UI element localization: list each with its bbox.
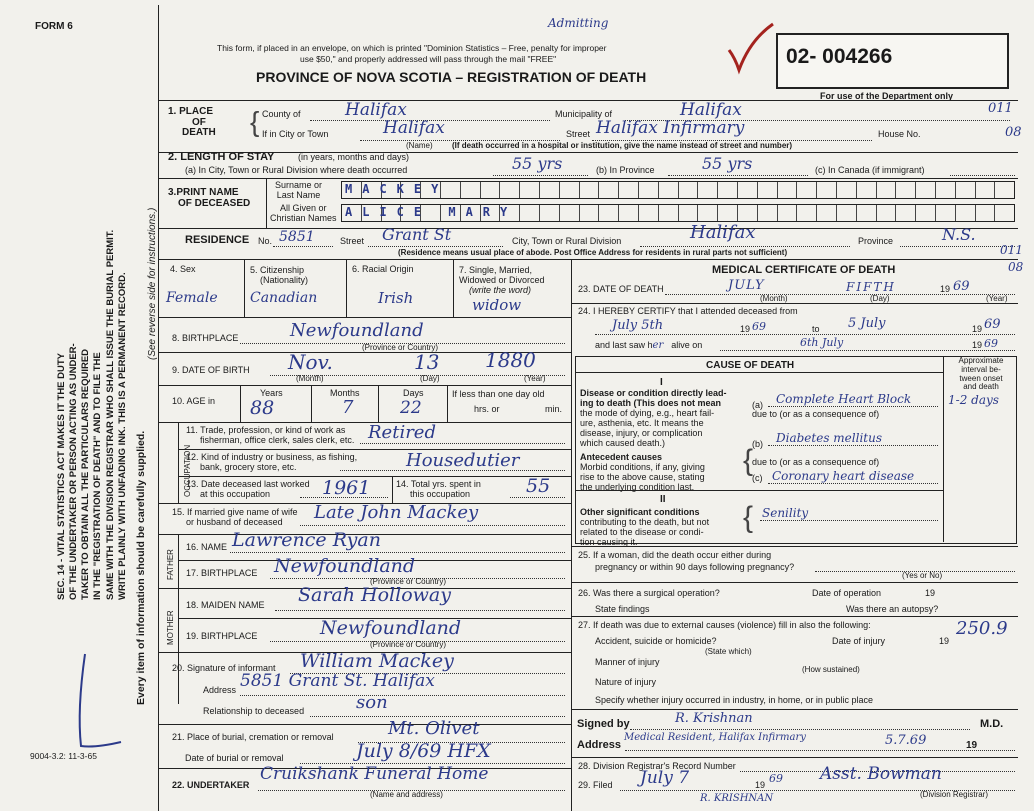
q16-label: 16. NAME: [186, 542, 228, 552]
attended-to: 5 July: [848, 316, 886, 331]
q12-label: 12. Kind of industry or business, as fishing, bank, grocery store, etc.: [186, 452, 358, 473]
q25-label-1: 25. If a woman, did the death occur either during: [578, 550, 772, 560]
dob-year-hint: (Year): [524, 374, 546, 383]
roman-one: I: [660, 377, 663, 388]
relationship-value: son: [356, 692, 388, 713]
residence-no: 5851: [279, 229, 315, 245]
q18-label: 18. MAIDEN NAME: [186, 600, 265, 610]
sex-value: Female: [166, 290, 218, 306]
marital-value: widow: [472, 296, 522, 314]
code-08-second: 08: [1008, 260, 1024, 274]
death-month-hint: (Month): [760, 294, 788, 303]
dob-day: 13: [414, 350, 440, 374]
cause-b-label: (b): [752, 439, 763, 449]
yes-no-hint: (Yes or No): [902, 571, 943, 580]
admitting-note: Admitting: [548, 16, 609, 30]
instructions-vertical-8: (See reverse side for instructions.): [147, 207, 158, 360]
city-value: Halifax: [383, 118, 445, 138]
q17-hint: (Province or Country): [370, 577, 447, 586]
residence-street: Grant St: [382, 225, 452, 244]
dob-month: Nov.: [288, 350, 333, 374]
municipality-value: Halifax: [680, 100, 742, 120]
stay-label: 2. LENGTH OF STAY: [168, 151, 275, 163]
instructions-vertical-1: SEC. 14 - VITAL STATISTICS ACT MAKES IT THE DUTY: [56, 352, 67, 600]
residence-label: RESIDENCE: [185, 234, 250, 246]
last-seen-19: 19: [972, 340, 983, 350]
residence-hint: (Residence means usual place of abode. Post Office Address for residents in rural parts not sufficient): [398, 248, 788, 257]
age-years-label: Years: [260, 388, 283, 398]
hospital-hint: (If death occurred in a hospital or institution, give the name instead of street and number): [452, 141, 793, 150]
instructions-vertical-2: OF THE UNDERTAKER OR PERSON ACTING AS UNDER-: [68, 343, 79, 600]
q16-value: Lawrence Ryan: [232, 529, 381, 551]
roman-two: II: [660, 494, 666, 505]
dob-day-hint: (Day): [420, 374, 440, 383]
code-08: 08: [1005, 125, 1022, 140]
age-hrs-label: hrs. or: [474, 404, 500, 414]
instructions-vertical-4: IN THE "REGISTRATION OF DEATH" AND TO FILE THE: [92, 352, 103, 600]
residence-no-label: No.: [258, 236, 273, 246]
undertaker-value: Cruikshank Funeral Home: [260, 764, 489, 784]
instructions-vertical-7: Every item of information should be carefully supplied.: [135, 430, 147, 705]
informant-signature: William Mackey: [300, 650, 454, 672]
cause-a-value: Complete Heart Block: [776, 392, 912, 406]
dob-year: 1880: [485, 348, 536, 372]
code-011: 011: [988, 101, 1013, 116]
q18-value: Sarah Holloway: [298, 584, 451, 606]
q13-label: 13. Date deceased last worked at this occupation: [186, 479, 310, 500]
residence-city-label: City, Town or Rural Division: [512, 236, 622, 246]
how-sustained-hint: (How sustained): [802, 665, 860, 674]
undertaker-hint: (Name and address): [370, 790, 443, 799]
dob-month-hint: (Month): [296, 374, 324, 383]
instructions-vertical-6: WRITE PLAINLY WITH UNFADING INK. THIS IS A PERMANENT RECORD.: [117, 272, 128, 600]
nature-label: Nature of injury: [595, 677, 657, 687]
surname-label: Surname or Last Name: [275, 180, 323, 200]
antecedent-brace: {: [743, 444, 754, 477]
manner-label: Manner of injury: [595, 657, 660, 667]
q22-label: 22. UNDERTAKER: [172, 780, 250, 790]
name-label: 3.PRINT NAME OF DECEASED: [168, 187, 251, 209]
attended-from: July 5th: [612, 318, 664, 333]
doctor-address-label: Address: [577, 739, 622, 751]
registrar-signature: Asst. Bowman: [820, 764, 942, 784]
registration-number: 02- 004266: [786, 45, 893, 68]
check-mark-icon: [725, 20, 775, 75]
county-value: Halifax: [345, 100, 407, 120]
surname-value: MACKEY: [345, 182, 449, 196]
q13-value: 1961: [322, 477, 371, 499]
doctor-date-19: 19: [966, 740, 978, 751]
q15-label: 15. If married give name of wife or husband of deceased: [172, 507, 298, 528]
place-brace: {: [250, 106, 260, 137]
street-value: Halifax Infirmary: [596, 118, 745, 138]
marital-label: 7. Single, Married, Widowed or Divorced (write the word): [459, 265, 545, 296]
age-lt-label: If less than one day old: [452, 389, 545, 399]
q27-code: 250.9: [956, 618, 1008, 639]
burial-place: Mt. Olivet: [388, 718, 480, 739]
margin-signature: [55, 650, 125, 760]
form-number: FORM 6: [35, 21, 73, 32]
death-month: JULY: [728, 278, 765, 293]
q15-value: Late John Mackey: [314, 502, 479, 523]
q25-label-2: pregnancy or within 90 days following pregnancy?: [595, 562, 795, 572]
given-name-label: All Given or Christian Names: [270, 203, 337, 223]
county-label: County of: [262, 109, 301, 119]
q21-place-label: 21. Place of burial, cremation or removal: [172, 732, 334, 742]
stay-c-label: (c) In Canada (if immigrant): [815, 165, 925, 175]
q19-hint: (Province or Country): [370, 640, 447, 649]
signer-signature: R. Krishnan: [675, 711, 753, 726]
q11-value: Retired: [368, 422, 436, 443]
attended-from-year: 69: [752, 320, 766, 333]
cause-c-label: (c): [752, 473, 763, 483]
sex-label: 4. Sex: [170, 264, 196, 274]
age-years: 88: [250, 397, 275, 419]
to-label: to: [812, 324, 820, 334]
md-label: M.D.: [980, 718, 1004, 730]
last-seen-label: and last saw her alive on: [595, 340, 703, 351]
cause-c-value: Coronary heart disease: [772, 469, 915, 483]
q17-value: Newfoundland: [274, 555, 416, 577]
q11-label: 11. Trade, profession, or kind of work as fisherman, office clerk, sales clerk, etc.: [186, 425, 355, 446]
signed-by-label: Signed by: [577, 718, 630, 730]
relationship-label: Relationship to deceased: [203, 706, 305, 716]
specify-label: Specify whether injury occurred in industry, in home, or in public place: [595, 695, 873, 705]
medical-heading: MEDICAL CERTIFICATE OF DEATH: [712, 264, 896, 276]
due-to-label-2: due to (or as a consequence of): [752, 457, 880, 467]
division-registrar-hint: (Division Registrar): [920, 790, 989, 799]
age-months: 7: [342, 397, 354, 418]
doctor-address: Medical Resident, Halifax Infirmary: [624, 732, 806, 743]
form-code: 9004-3.2: 11-3-65: [30, 751, 97, 761]
disease-explanation: Disease or condition directly lead- ing to death (This does not mean the mode of dying, e.g., heart fail- ure, asthenia, etc. It means the disease, injury, or complication which caused death.): [580, 388, 727, 449]
mail-notice-2: use $50," and properly addressed will pass through the mail "FREE": [300, 54, 557, 64]
filed-by-name: R. KRISHNAN: [700, 793, 774, 804]
q14-value: 55: [526, 475, 551, 497]
mother-side-label: MOTHER: [166, 610, 175, 645]
place-label: 1. PLACE OF DEATH: [168, 106, 216, 138]
house-label: House No.: [878, 129, 921, 139]
page-title: PROVINCE OF NOVA SCOTIA – REGISTRATION OF DEATH: [256, 69, 647, 85]
q14-label: 14. Total yrs. spent in this occupation: [396, 479, 481, 500]
cause-b-value: Diabetes mellitus: [776, 431, 882, 445]
last-seen-date: 6th July: [800, 336, 844, 349]
other-brace: {: [743, 501, 754, 534]
stay-sub: (in years, months and days): [298, 152, 410, 162]
interval-value: 1-2 days: [948, 393, 999, 407]
stay-a-value: 55 yrs: [512, 154, 563, 173]
burial-date: July 8/69 HFX: [356, 740, 491, 762]
death-day: FIFTH: [846, 280, 896, 294]
q24-label: 24. I HEREBY CERTIFY that I attended deceased from: [578, 306, 798, 316]
age-days: 22: [400, 398, 422, 418]
other-conditions-value: Senility: [762, 506, 809, 520]
death-year: 69: [953, 279, 970, 294]
last-seen-year: 69: [984, 337, 998, 350]
age-months-label: Months: [330, 388, 360, 398]
birthplace-hint: (Province or Country): [362, 343, 439, 352]
residence-city: Halifax: [690, 222, 756, 243]
attended-from-19: 19: [740, 324, 751, 334]
dob-label: 9. DATE OF BIRTH: [172, 365, 250, 375]
city-name-hint: (Name): [406, 141, 433, 150]
age-label: 10. AGE in: [172, 396, 216, 406]
city-label: If in City or Town: [262, 129, 329, 139]
instructions-vertical-5: SAME WITH THE DIVISION REGISTRAR WHO SHALL ISSUE THE BURIAL PERMIT.: [105, 229, 116, 600]
birthplace-label: 8. BIRTHPLACE: [172, 333, 239, 343]
code-011-second: 011: [1000, 243, 1023, 257]
racial-label: 6. Racial Origin: [352, 264, 414, 274]
age-days-label: Days: [403, 388, 424, 398]
department-use-note: For use of the Department only: [820, 91, 954, 101]
q12-value: Housedutier: [406, 450, 520, 471]
instructions-vertical-3: TAKER TO OBTAIN ALL THE PARTICULARS REQUIRED: [80, 348, 91, 600]
mail-notice-1: This form, if placed in an envelope, on which is printed "Dominion Statistics – Free, penalty for improper: [217, 43, 607, 53]
doctor-date: 5.7.69: [885, 733, 927, 748]
q26-label: 26. Was there a surgical operation?: [578, 588, 720, 598]
death-day-hint: (Day): [870, 294, 890, 303]
filed-date: July 7: [640, 768, 690, 788]
death-year-prefix: 19: [940, 284, 951, 294]
state-which-hint: (State which): [705, 647, 752, 656]
antecedent-explanation: Antecedent causes Morbid conditions, if any, giving rise to the above cause, stating the underlying condition last.: [580, 452, 705, 493]
autopsy-label: Was there an autopsy?: [846, 604, 939, 614]
attended-to-19: 19: [972, 324, 983, 334]
q29-label: 29. Filed: [578, 780, 613, 790]
due-to-label-1: due to (or as a consequence of): [752, 409, 880, 419]
accident-label: Accident, suicide or homicide?: [595, 636, 717, 646]
attended-to-year: 69: [984, 317, 1001, 332]
racial-value: Irish: [378, 289, 414, 307]
q21-date-label: Date of burial or removal: [185, 753, 284, 763]
residence-province: N.S.: [942, 225, 976, 244]
state-findings-label: State findings: [595, 604, 650, 614]
stay-b-value: 55 yrs: [702, 154, 753, 173]
q28-label: 28. Division Registrar's Record Number: [578, 761, 736, 771]
father-side-label: FATHER: [166, 549, 175, 580]
residence-province-label: Province: [858, 236, 894, 246]
stay-b-label: (b) In Province: [596, 165, 655, 175]
informant-address: 5851 Grant St. Halifax: [240, 671, 435, 691]
municipality-label: Municipality of: [555, 109, 613, 119]
filed-19: 19: [755, 780, 766, 790]
q19-value: Newfoundland: [320, 617, 462, 639]
cause-heading: CAUSE OF DEATH: [706, 360, 795, 371]
age-min-label: min.: [545, 404, 563, 414]
residence-street-label: Street: [340, 236, 365, 246]
filed-year: 69: [769, 772, 783, 785]
q27-label: 27. If death was due to external causes (violence) fill in also the following:: [578, 620, 871, 630]
birthplace-value: Newfoundland: [290, 320, 424, 341]
registration-number-box: [776, 33, 1009, 89]
stay-a-label: (a) In City, Town or Rural Division where death occurred: [185, 165, 408, 175]
street-label: Street: [566, 129, 591, 139]
q17-label: 17. BIRTHPLACE: [186, 568, 258, 578]
citizenship-value: Canadian: [250, 290, 318, 306]
cause-a-label: (a): [752, 400, 763, 410]
given-name-value: ALICE MARY: [345, 205, 518, 219]
q20-label: 20. Signature of informant: [172, 663, 276, 673]
interval-header: Approximate interval be- tween onset and death: [958, 356, 1004, 392]
other-conditions-explanation: Other significant conditions contributing to the death, but not related to the disease or condi- tion causing it.: [580, 507, 710, 548]
informant-address-label: Address: [203, 685, 237, 695]
q19-label: 19. BIRTHPLACE: [186, 631, 258, 641]
citizenship-label: 5. Citizenship (Nationality): [250, 265, 309, 286]
death-year-hint: (Year): [986, 294, 1008, 303]
operation-date-label: Date of operation 19: [812, 588, 936, 598]
q23-label: 23. DATE OF DEATH: [578, 284, 664, 294]
injury-date-label: Date of injury 19: [832, 636, 950, 646]
occupation-side-label: OCCUPATION: [183, 444, 192, 497]
